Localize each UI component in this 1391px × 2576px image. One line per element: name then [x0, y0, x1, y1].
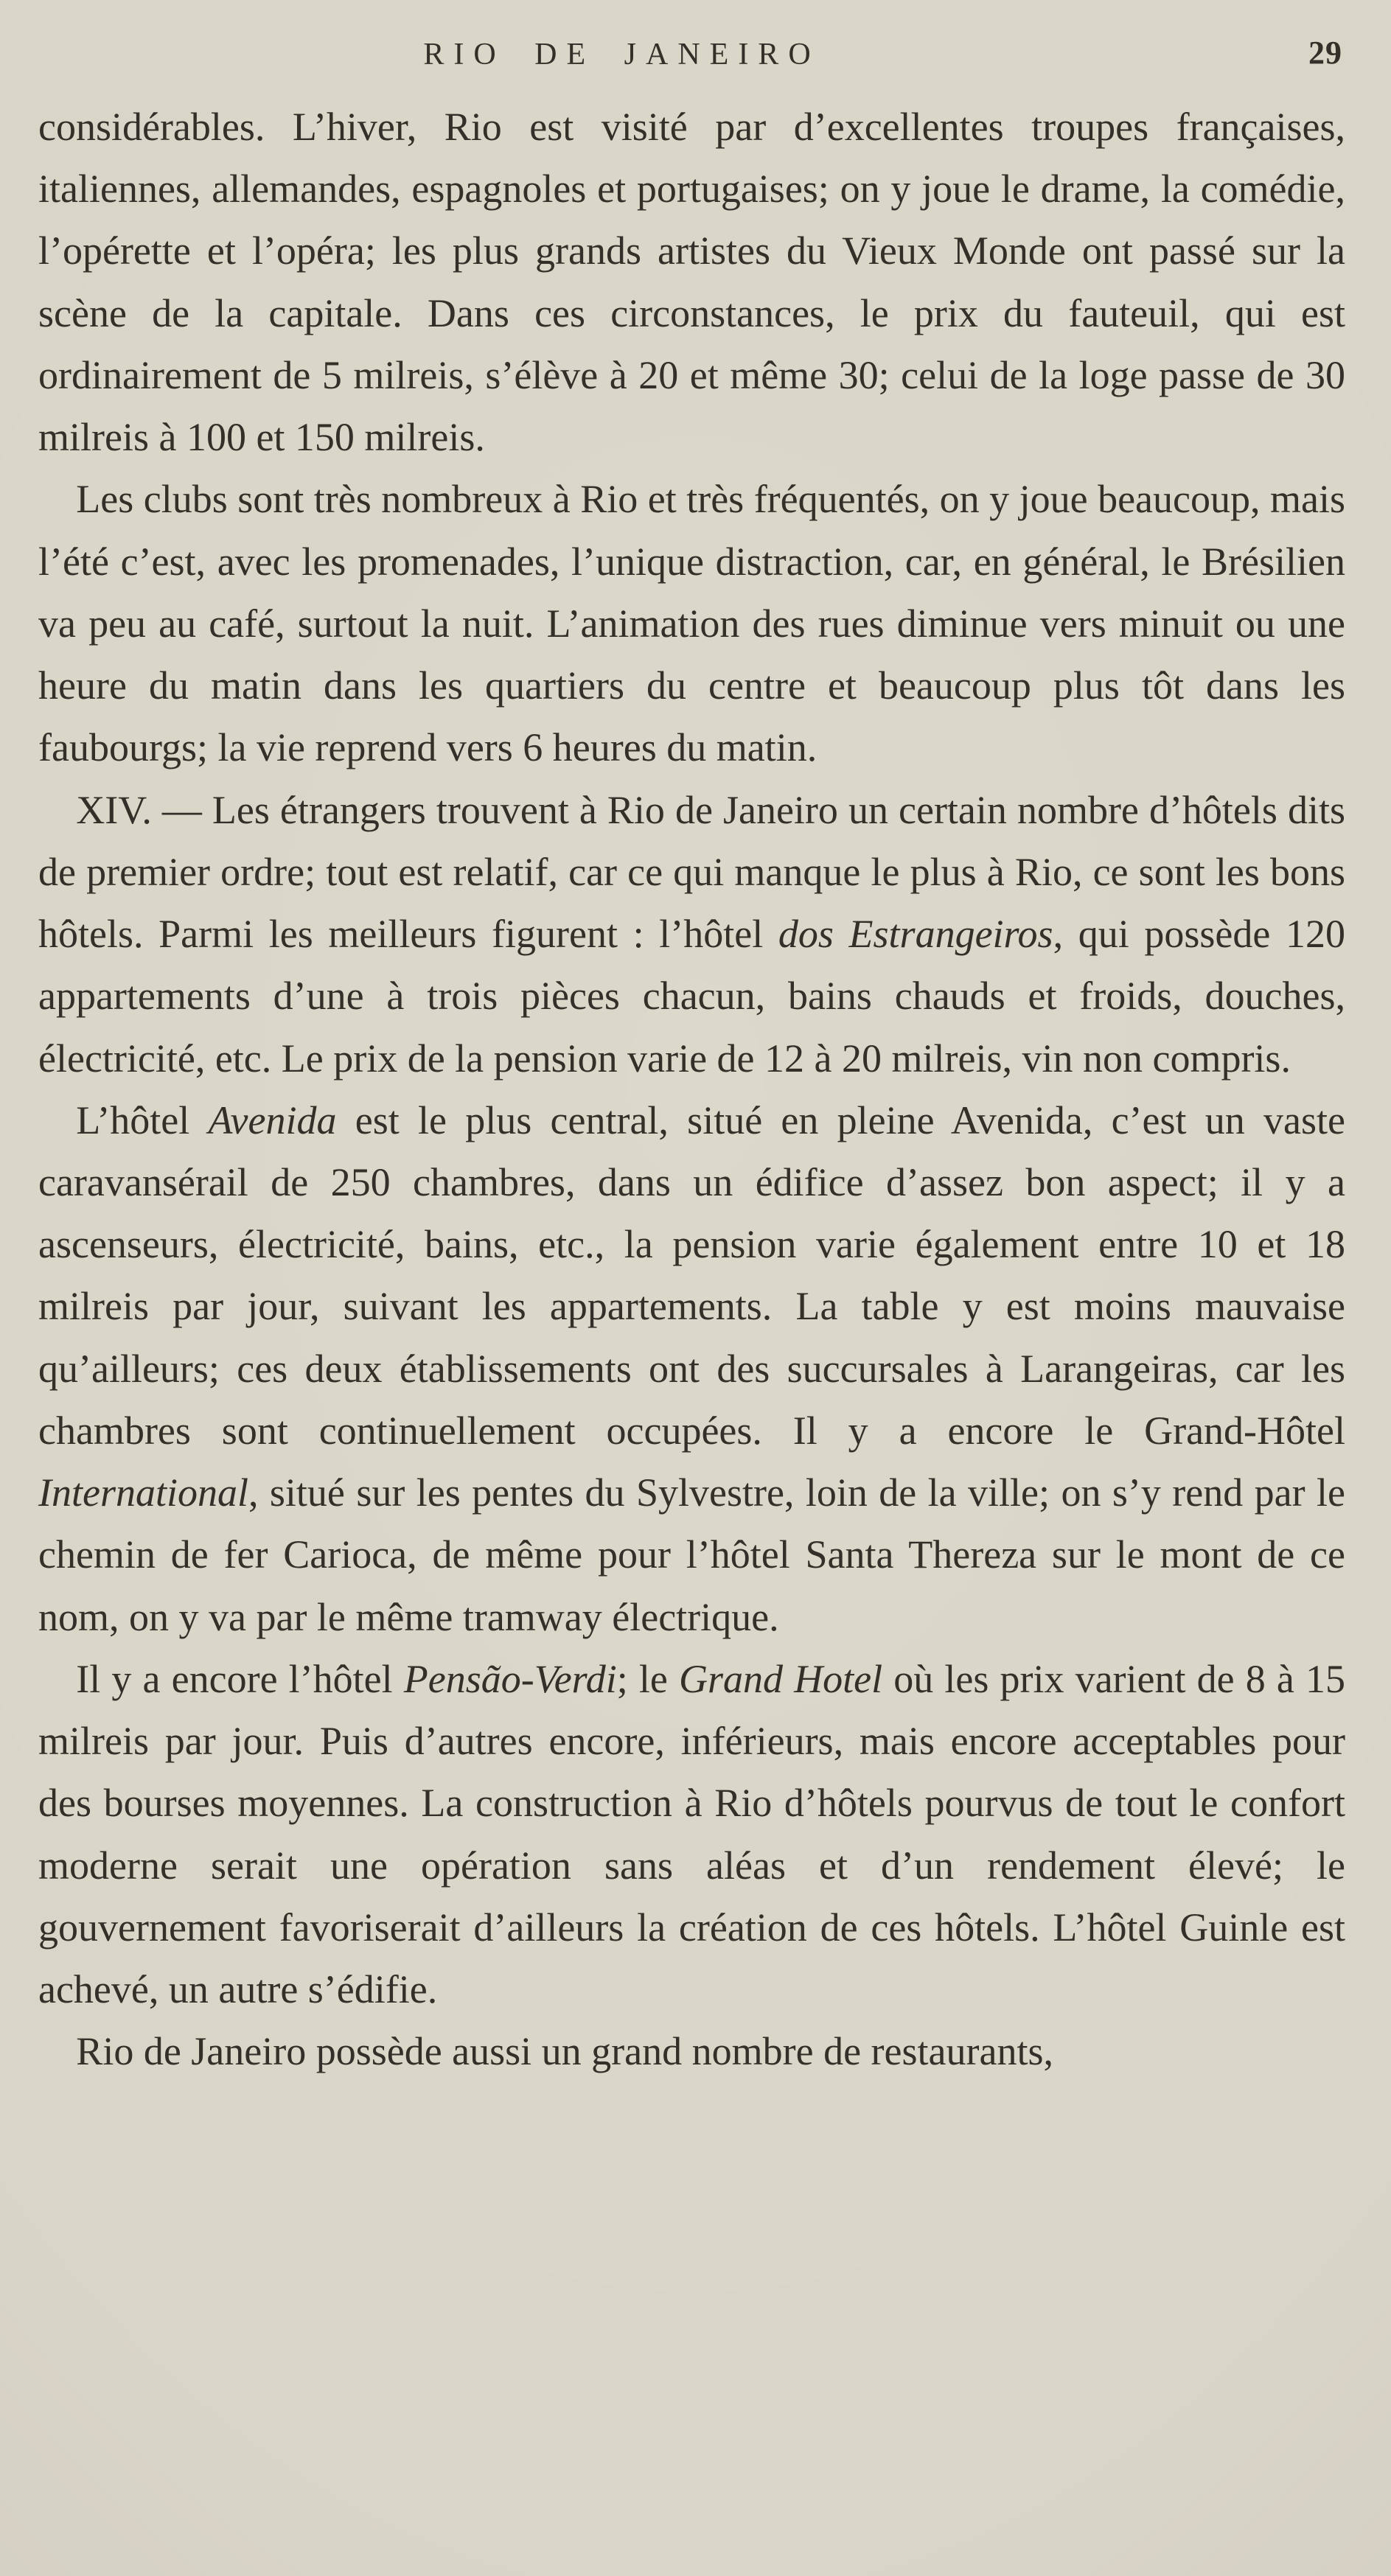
italic-name-text: dos Estrangeiros — [778, 912, 1053, 957]
text-run: XIV. — Les étrangers trouvent à Rio de Janeiro un certain nombre d’hôtels dits de premier ordre; tout est relatif, car ce qui manque le plus à Rio, ce sont les bons hôtels. Parmi les meilleurs figurent : l’hôtel — [38, 787, 1345, 957]
italic-name-text: International — [38, 1470, 248, 1515]
running-title: RIO DE JANEIRO — [423, 38, 820, 71]
paragraph — [38, 96, 1345, 468]
text-run: ; le — [616, 1656, 679, 1701]
body-text — [38, 96, 1345, 2083]
text-run: où les prix varient de 8 à 15 milreis par jour. Puis d’autres encore, inférieurs, mais encore acceptables pour des bourses moyennes. La construction à Rio d’hôtels pourvus de tout le confort moderne serait une opération sans aléas et d’un rendement élevé; le gouvernement favoriserait d’ailleurs la création de ces hôtels. L’hôtel Guinle est achevé, un autre s’édifie. — [38, 1656, 1345, 2012]
paragraph — [38, 2020, 1345, 2082]
text-run: L’hôtel — [76, 1097, 209, 1142]
page-number: 29 — [1308, 35, 1342, 71]
italic-name-text: Grand Hotel — [678, 1656, 883, 1701]
italic-name-text: Avenida — [208, 1097, 337, 1142]
paragraph — [38, 1648, 1345, 2020]
italic-name-text: Pensão-Verdi — [403, 1656, 617, 1701]
text-run: Les clubs sont très nombreux à Rio et très fréquentés, on y joue beaucoup, mais l’été c’est, avec les promenades, l’unique distraction, car, en général, le Brésilien va peu au café, surtout la nuit. L’animation des rues diminue vers minuit ou une heure du matin dans les quartiers du centre et beaucoup plus tôt dans les faubourgs; la vie reprend vers 6 heures du matin. — [38, 477, 1345, 770]
text-run: , situé sur les pentes du Sylvestre, loin de la ville; on s’y rend par le chemin de fer Carioca, de même pour l’hôtel Santa Thereza sur le mont de ce nom, on y va par le même tramway électrique. — [38, 1470, 1345, 1639]
text-run: , qui possède 120 appartements d’une à trois pièces chacun, bains chauds et froids, douches, électricité, etc. Le prix de la pension varie de 12 à 20 milreis, vin non compris. — [38, 912, 1346, 1081]
text-run: Rio de Janeiro possède aussi un grand nombre de restaurants, — [76, 2029, 1053, 2074]
text-run: Il y a encore l’hôtel — [76, 1656, 404, 1701]
text-run: est le plus central, situé en pleine Avenida, c’est un vaste caravansérail de 250 chambres, dans un édifice d’assez bon aspect; il y a ascenseurs, électricité, bains, etc., la pension varie également entre 10 et 18 milreis par jour, suivant les appartements. La table y est moins mauvaise qu’ailleurs; ces deux établissements ont des succursales à Larangeiras, car les chambres sont continuellement occupées. Il y a encore le Grand-Hôtel — [38, 1097, 1345, 1453]
paragraph — [38, 468, 1345, 778]
text-run: considérables. L’hiver, Rio est visité par d’excellentes troupes françaises, italiennes, allemandes, espagnoles et portugaises; on y joue le drame, la comédie, l’opérette et l’opéra; les plus grands artistes du Vieux Monde ont passé sur la scène de la capitale. Dans ces circonstances, le prix du fauteuil, qui est ordinairement de 5 milreis, s’élève à 20 et même 30; celui de la loge passe de 30 milreis à 100 et 150 milreis. — [38, 105, 1345, 460]
page-header — [38, 32, 1345, 81]
paragraph — [38, 1089, 1345, 1648]
paragraph — [38, 779, 1345, 1089]
